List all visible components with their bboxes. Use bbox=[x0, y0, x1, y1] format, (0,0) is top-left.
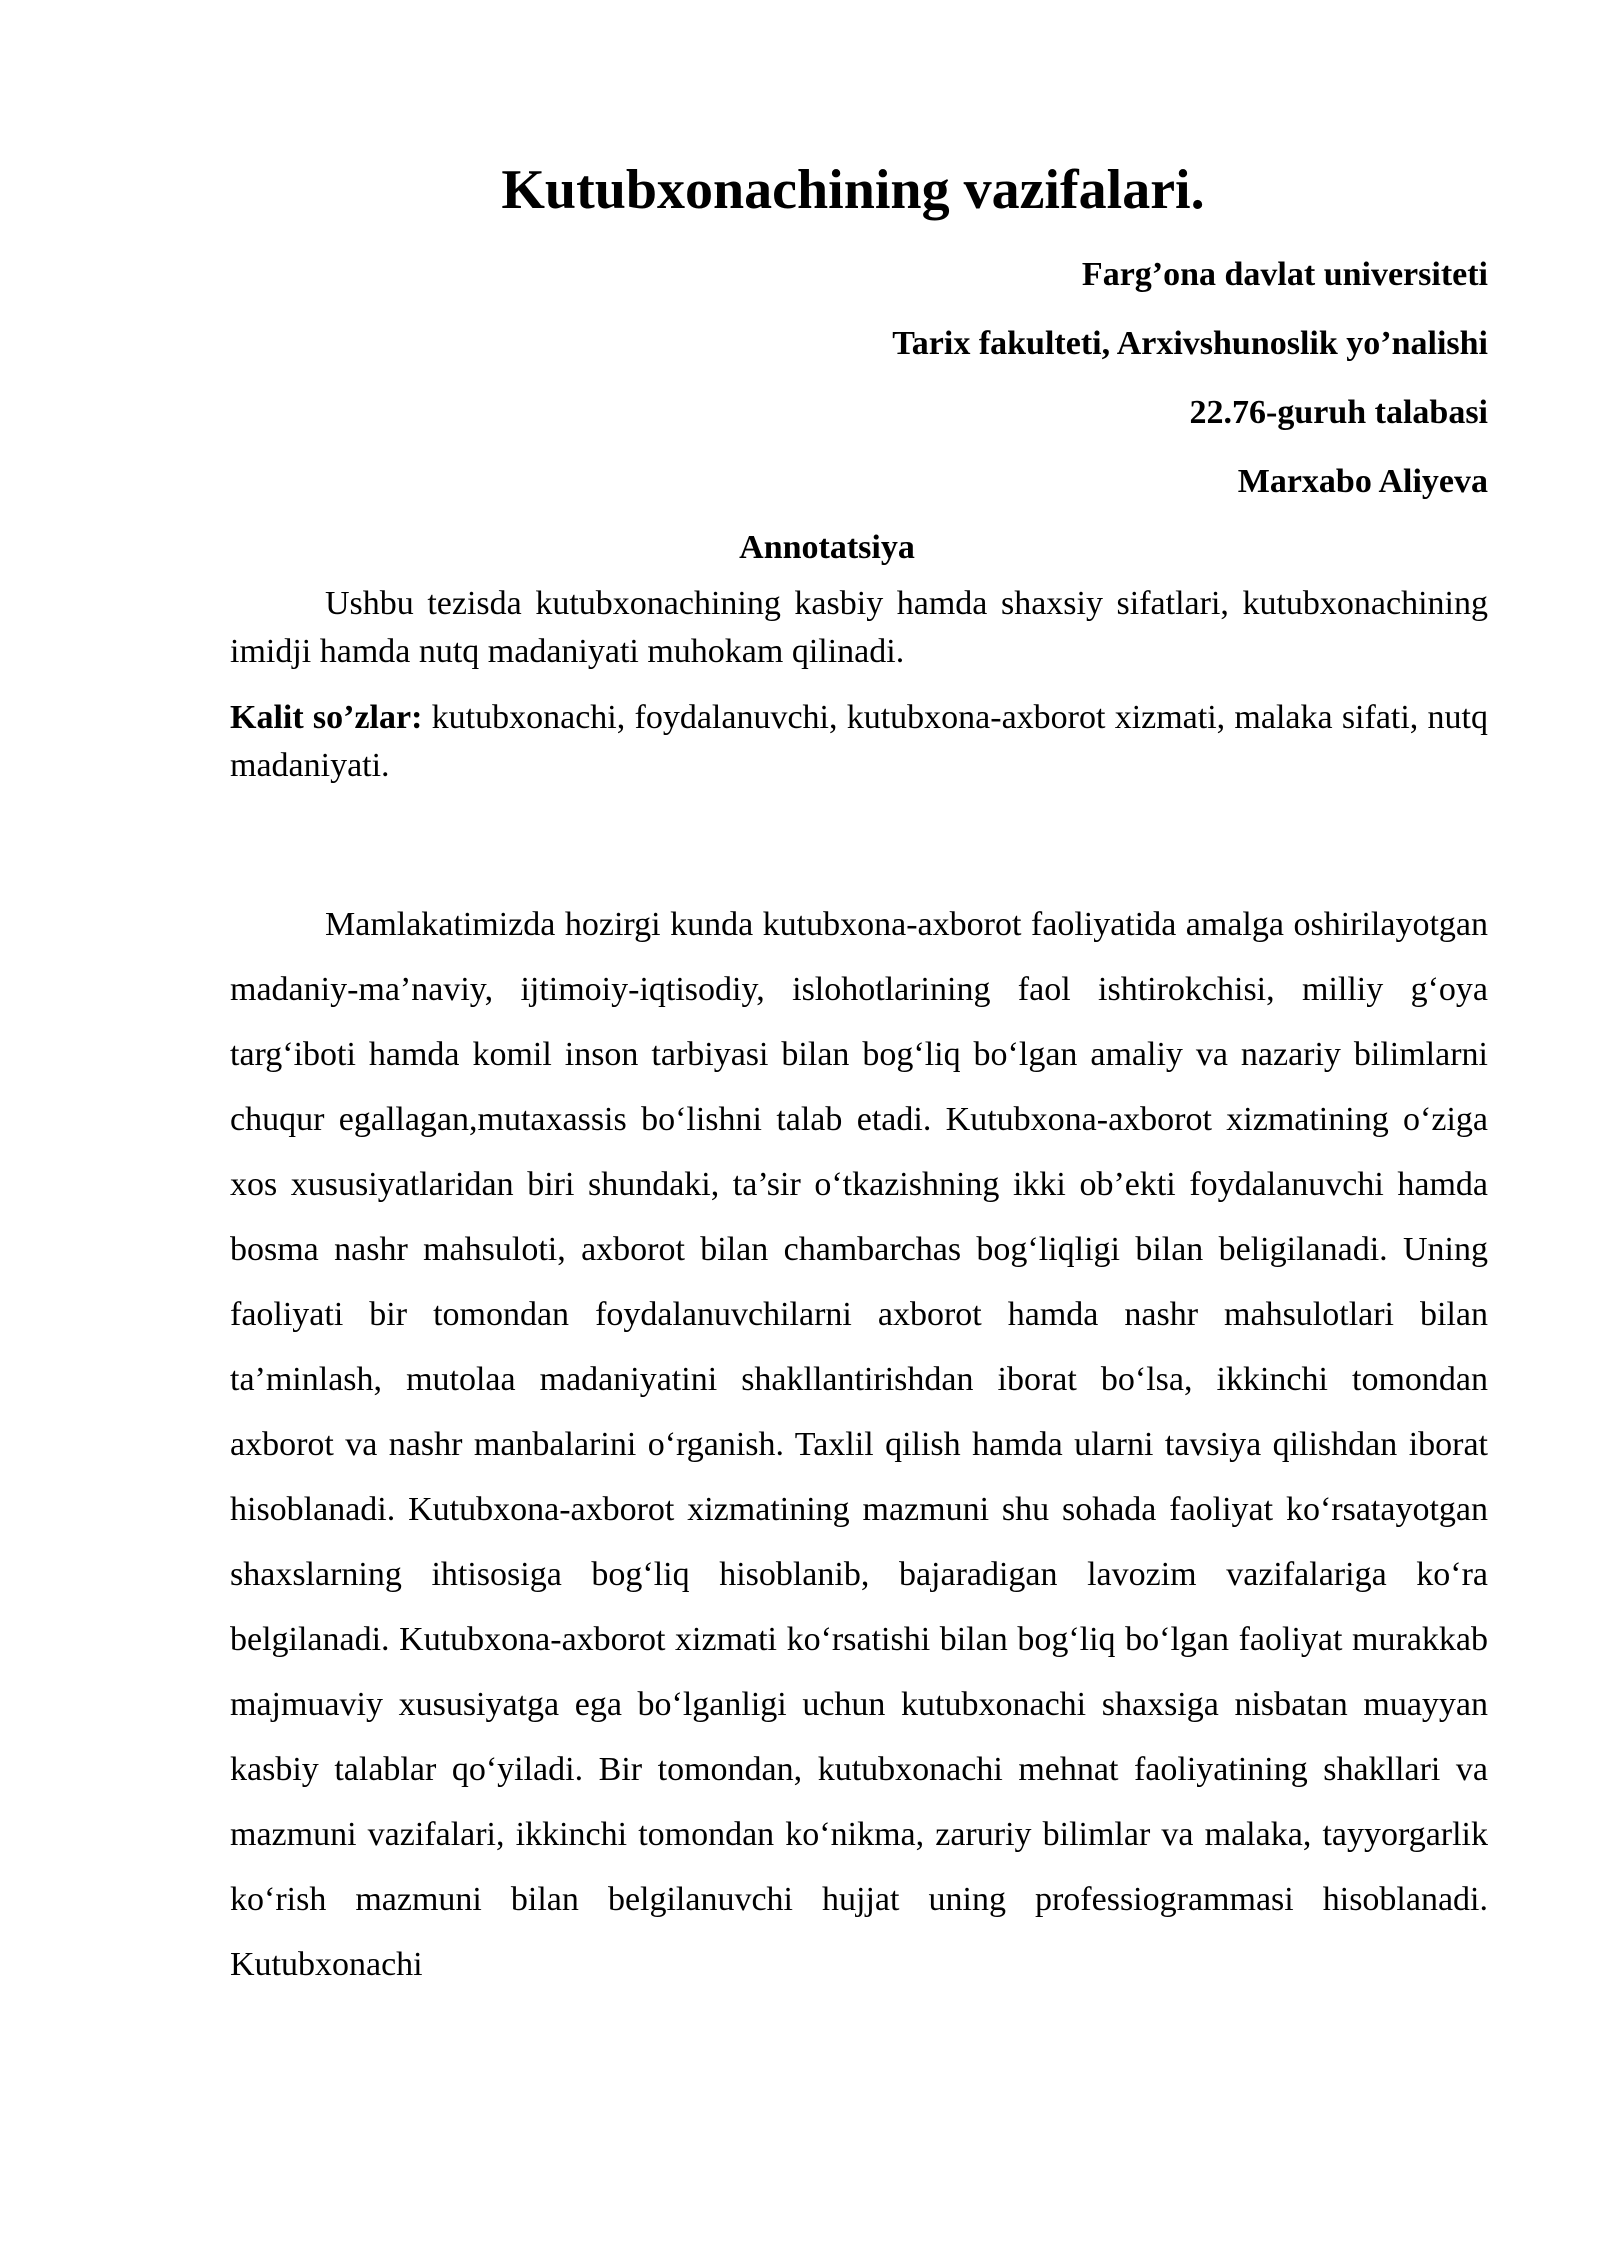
document-title: Kutubxonachining vazifalari. bbox=[501, 159, 1205, 221]
document-page bbox=[230, 150, 1488, 1997]
keywords-label: Kalit so’zlar: bbox=[230, 699, 423, 736]
annotation-heading: Annotatsiya bbox=[739, 529, 915, 566]
author-name: Marxabo Aliyeva bbox=[1237, 463, 1488, 500]
author-block bbox=[230, 240, 1488, 516]
author-faculty: Tarix fakulteti, Arxivshunoslik yo’nalishi bbox=[892, 325, 1488, 362]
body-paragraph: Mamlakatimizda hozirgi kunda kutubxona-axborot faoliyatida amalga oshirilayotgan madaniy-ma’naviy, ijtimoiy-iqtisodiy, islohotlarining faol ishtirokchisi, milliy g‘oya targ‘iboti hamda komil inson tarbiyasi bilan bog‘liq bo‘lgan amaliy va nazariy bilimlarni chuqur egallagan,mutaxassis bo‘lishni talab etadi. Kutubxona-axborot xizmatining o‘ziga xos xususiyatlaridan biri shundaki, ta’sir o‘tkazishning ikki ob’ekti foydalanuvchi hamda bosma nashr mahsuloti, axborot bilan chambarchas bog‘liqligi bilan beligilanadi. Uning faoliyati bir tomondan foydalanuvchilarni axborot hamda nashr mahsulotlari bilan ta’minlash, mutolaa madaniyatini shakllantirishdan iborat bo‘lsa, ikkinchi tomondan axborot va nashr manbalarini o‘rganish. Taxlil qilish hamda ularni tavsiya qilishdan iborat hisoblanadi. Kutubxona-axborot xizmatining mazmuni shu sohada faoliyat ko‘rsatayotgan shaxslarning ihtisosiga bog‘liq hisoblanib, bajaradigan lavozim vazifalariga ko‘ra belgilanadi. Kutubxona-axborot xizmati ko‘rsatishi bilan bog‘liq bo‘lgan faoliyat murakkab majmuaviy xususiyatga ega bo‘lganligi uchun kutubxonachi shaxsiga nisbatan muayyan kasbiy talablar qo‘yiladi. Bir tomondan, kutubxonachi mehnat faoliyatining shakllari va mazmuni vazifalari, ikkinchi tomondan ko‘nikma, zaruriy bilimlar va malaka, tayyorgarlik ko‘rish mazmuni bilan belgilanuvchi hujjat uning professiogrammasi hisoblanadi. Kutubxonachi bbox=[230, 906, 1488, 1983]
annotation-text: Ushbu tezisda kutubxonachining kasbiy hamda shaxsiy sifatlari, kutubxonachining imidji hamda nutq madaniyati muhokam qilinadi. bbox=[230, 585, 1488, 670]
keywords-paragraph bbox=[230, 694, 1488, 790]
keywords-text: kutubxonachi, foydalanuvchi, kutubxona-axborot xizmati, malaka sifati, nutq madaniyati. bbox=[230, 699, 1488, 784]
author-group: 22.76-guruh talabasi bbox=[1189, 394, 1488, 431]
author-university: Farg’ona davlat universiteti bbox=[1081, 256, 1488, 293]
